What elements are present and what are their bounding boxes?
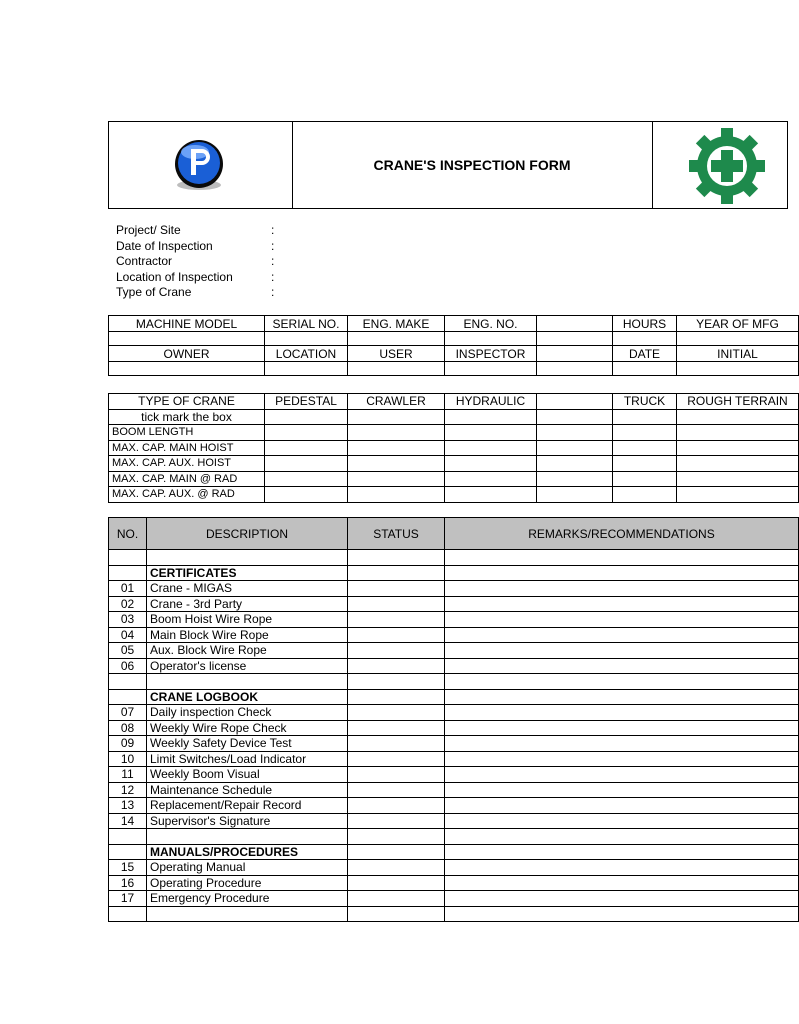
no-cell <box>109 565 147 581</box>
status-cell[interactable] <box>348 720 445 736</box>
status-cell[interactable] <box>348 829 445 845</box>
remarks-cell[interactable] <box>445 705 799 721</box>
remarks-cell[interactable] <box>445 875 799 891</box>
machine-table <box>108 315 799 376</box>
table-row <box>109 705 799 721</box>
item-description: Daily inspection Check <box>147 705 348 721</box>
inspector-value[interactable] <box>445 362 537 376</box>
item-description: Weekly Safety Device Test <box>147 736 348 752</box>
no-column-header: NO. <box>109 518 147 550</box>
location-header: LOCATION <box>265 346 348 362</box>
section-title: MANUALS/PROCEDURES <box>147 844 348 860</box>
table-row <box>109 643 799 659</box>
item-number: 13 <box>109 798 147 814</box>
no-cell <box>109 829 147 845</box>
item-description: Supervisor's Signature <box>147 813 348 829</box>
p-logo-icon <box>169 136 229 196</box>
description-column-header: DESCRIPTION <box>147 518 348 550</box>
item-description: Operating Procedure <box>147 875 348 891</box>
date-header: DATE <box>613 346 677 362</box>
status-cell[interactable] <box>348 875 445 891</box>
blank-header <box>537 346 613 362</box>
description-cell <box>147 550 348 566</box>
item-description: Limit Switches/Load Indicator <box>147 751 348 767</box>
remarks-cell[interactable] <box>445 798 799 814</box>
machine-model-value[interactable] <box>109 332 265 346</box>
no-cell <box>109 906 147 922</box>
item-description: Weekly Wire Rope Check <box>147 720 348 736</box>
description-cell <box>147 674 348 690</box>
remarks-cell[interactable] <box>445 581 799 597</box>
item-description: Main Block Wire Rope <box>147 627 348 643</box>
remarks-cell[interactable] <box>445 643 799 659</box>
table-row <box>109 612 799 628</box>
item-number: 14 <box>109 813 147 829</box>
cell[interactable] <box>537 456 613 472</box>
max-cap-main-hoist-label: MAX. CAP. MAIN HOIST <box>109 440 265 456</box>
cell[interactable] <box>348 456 445 472</box>
table-row <box>109 627 799 643</box>
status-cell[interactable] <box>348 643 445 659</box>
item-number: 08 <box>109 720 147 736</box>
table-row <box>109 813 799 829</box>
status-cell[interactable] <box>348 891 445 907</box>
status-cell[interactable] <box>348 751 445 767</box>
item-description: Operating Manual <box>147 860 348 876</box>
item-number: 03 <box>109 612 147 628</box>
table-row <box>109 581 799 597</box>
owner-value[interactable] <box>109 362 265 376</box>
cell[interactable] <box>445 456 537 472</box>
remarks-column-header: REMARKS/RECOMMENDATIONS <box>445 518 799 550</box>
remarks-cell[interactable] <box>445 751 799 767</box>
status-cell[interactable] <box>348 581 445 597</box>
cell[interactable] <box>677 471 799 487</box>
table-row <box>109 875 799 891</box>
item-number: 17 <box>109 891 147 907</box>
status-column-header: STATUS <box>348 518 445 550</box>
remarks-cell[interactable] <box>445 860 799 876</box>
no-cell <box>109 550 147 566</box>
serial-no-value[interactable] <box>265 332 348 346</box>
blank-header <box>537 394 613 410</box>
remarks-cell[interactable] <box>445 658 799 674</box>
logo-cell <box>109 122 293 208</box>
crawler-header: CRAWLER <box>348 394 445 410</box>
rough-terrain-tick[interactable] <box>677 409 799 425</box>
eng-no-value[interactable] <box>445 332 537 346</box>
item-number: 15 <box>109 860 147 876</box>
item-number: 12 <box>109 782 147 798</box>
boom-length-label: BOOM LENGTH <box>109 425 265 441</box>
description-cell <box>147 829 348 845</box>
cell[interactable] <box>677 425 799 441</box>
table-row <box>109 736 799 752</box>
remarks-cell[interactable] <box>445 813 799 829</box>
remarks-cell[interactable] <box>445 612 799 628</box>
item-number: 04 <box>109 627 147 643</box>
status-cell[interactable] <box>348 689 445 705</box>
no-cell <box>109 844 147 860</box>
status-cell[interactable] <box>348 658 445 674</box>
cell[interactable] <box>265 487 348 503</box>
initial-header: INITIAL <box>677 346 799 362</box>
blank-value[interactable] <box>537 332 613 346</box>
form-header <box>108 121 788 209</box>
table-row <box>109 658 799 674</box>
table-row <box>109 767 799 783</box>
blank-value[interactable] <box>537 362 613 376</box>
cell[interactable] <box>265 471 348 487</box>
section-title: CRANE LOGBOOK <box>147 689 348 705</box>
hydraulic-header: HYDRAULIC <box>445 394 537 410</box>
status-cell[interactable] <box>348 736 445 752</box>
pedestal-tick[interactable] <box>265 409 348 425</box>
crawler-tick[interactable] <box>348 409 445 425</box>
table-row <box>109 798 799 814</box>
remarks-cell[interactable] <box>445 627 799 643</box>
inspector-header: INSPECTOR <box>445 346 537 362</box>
form-title: CRANE'S INSPECTION FORM <box>292 122 653 208</box>
item-number: 10 <box>109 751 147 767</box>
no-cell <box>109 689 147 705</box>
year-of-mfg-header: YEAR OF MFG <box>677 316 799 332</box>
cell[interactable] <box>537 487 613 503</box>
owner-header: OWNER <box>109 346 265 362</box>
item-description: Emergency Procedure <box>147 891 348 907</box>
user-value[interactable] <box>348 362 445 376</box>
cell[interactable] <box>348 487 445 503</box>
no-cell <box>109 674 147 690</box>
status-cell[interactable] <box>348 596 445 612</box>
table-row <box>109 860 799 876</box>
remarks-cell[interactable] <box>445 565 799 581</box>
cell[interactable] <box>613 456 677 472</box>
info-colon: : <box>271 269 275 284</box>
info-colon: : <box>271 223 275 237</box>
table-row <box>109 906 799 922</box>
status-cell[interactable] <box>348 844 445 860</box>
status-cell[interactable] <box>348 627 445 643</box>
item-number: 02 <box>109 596 147 612</box>
cell[interactable] <box>445 471 537 487</box>
eng-make-header: ENG. MAKE <box>348 316 445 332</box>
location-value[interactable] <box>265 362 348 376</box>
cell[interactable] <box>613 440 677 456</box>
table-row <box>109 596 799 612</box>
table-row <box>109 782 799 798</box>
cell[interactable] <box>677 440 799 456</box>
item-number: 05 <box>109 643 147 659</box>
hours-value[interactable] <box>613 332 677 346</box>
status-cell[interactable] <box>348 565 445 581</box>
year-of-mfg-value[interactable] <box>677 332 799 346</box>
table-row <box>109 550 799 566</box>
item-number: 16 <box>109 875 147 891</box>
crane-type-table <box>108 393 799 503</box>
description-cell <box>147 906 348 922</box>
item-description: Crane - 3rd Party <box>147 596 348 612</box>
status-cell[interactable] <box>348 705 445 721</box>
info-colon: : <box>271 254 275 269</box>
table-row <box>109 829 799 845</box>
item-description: Crane - MIGAS <box>147 581 348 597</box>
status-cell[interactable] <box>348 674 445 690</box>
remarks-cell[interactable] <box>445 782 799 798</box>
table-row <box>109 891 799 907</box>
eng-make-value[interactable] <box>348 332 445 346</box>
tick-mark-label: tick mark the box <box>109 409 265 425</box>
remarks-cell[interactable] <box>445 674 799 690</box>
item-description: Replacement/Repair Record <box>147 798 348 814</box>
cell[interactable] <box>677 456 799 472</box>
info-colon: : <box>271 285 275 300</box>
cell[interactable] <box>445 487 537 503</box>
info-label: Type of Crane <box>116 285 192 300</box>
section-title: CERTIFICATES <box>147 565 348 581</box>
item-description: Operator's license <box>147 658 348 674</box>
blank-header <box>537 316 613 332</box>
cell[interactable] <box>348 471 445 487</box>
status-cell[interactable] <box>348 860 445 876</box>
remarks-cell[interactable] <box>445 906 799 922</box>
info-label: Date of Inspection <box>116 238 213 253</box>
status-cell[interactable] <box>348 798 445 814</box>
remarks-cell[interactable] <box>445 689 799 705</box>
status-cell[interactable] <box>348 612 445 628</box>
max-cap-aux-hoist-label: MAX. CAP. AUX. HOIST <box>109 456 265 472</box>
info-label: Location of Inspection <box>116 269 233 284</box>
remarks-cell[interactable] <box>445 596 799 612</box>
cell[interactable] <box>265 440 348 456</box>
inspection-checklist-table <box>108 517 799 922</box>
item-number: 07 <box>109 705 147 721</box>
table-row <box>109 751 799 767</box>
initial-value[interactable] <box>677 362 799 376</box>
info-colon: : <box>271 238 275 253</box>
hydraulic-tick[interactable] <box>445 409 537 425</box>
cell[interactable] <box>348 425 445 441</box>
item-number: 01 <box>109 581 147 597</box>
remarks-cell[interactable] <box>445 829 799 845</box>
table-row <box>109 565 799 581</box>
item-description: Boom Hoist Wire Rope <box>147 612 348 628</box>
cell[interactable] <box>445 440 537 456</box>
safety-gear-cross-icon <box>685 124 769 208</box>
truck-tick[interactable] <box>613 409 677 425</box>
cell[interactable] <box>613 425 677 441</box>
remarks-cell[interactable] <box>445 767 799 783</box>
table-row <box>109 720 799 736</box>
status-cell[interactable] <box>348 906 445 922</box>
eng-no-header: ENG. NO. <box>445 316 537 332</box>
item-number: 06 <box>109 658 147 674</box>
item-number: 11 <box>109 767 147 783</box>
table-row <box>109 674 799 690</box>
cell[interactable] <box>265 456 348 472</box>
cell[interactable] <box>613 471 677 487</box>
status-cell[interactable] <box>348 550 445 566</box>
info-label: Contractor <box>116 254 173 269</box>
remarks-cell[interactable] <box>445 550 799 566</box>
user-header: USER <box>348 346 445 362</box>
serial-no-header: SERIAL NO. <box>265 316 348 332</box>
remarks-cell[interactable] <box>445 736 799 752</box>
info-label: Project/ Site <box>116 223 181 237</box>
cell[interactable] <box>445 425 537 441</box>
cell[interactable] <box>348 440 445 456</box>
max-cap-main-rad-label: MAX. CAP. MAIN @ RAD <box>109 471 265 487</box>
checklist-body <box>109 550 799 922</box>
item-number: 09 <box>109 736 147 752</box>
remarks-cell[interactable] <box>445 844 799 860</box>
status-cell[interactable] <box>348 782 445 798</box>
rough-terrain-header: ROUGH TERRAIN <box>677 394 799 410</box>
hours-header: HOURS <box>613 316 677 332</box>
table-row <box>109 844 799 860</box>
status-cell[interactable] <box>348 767 445 783</box>
item-description: Aux. Block Wire Rope <box>147 643 348 659</box>
blank-tick[interactable] <box>537 409 613 425</box>
truck-header: TRUCK <box>613 394 677 410</box>
item-description: Weekly Boom Visual <box>147 767 348 783</box>
cell[interactable] <box>613 487 677 503</box>
cell[interactable] <box>537 425 613 441</box>
status-cell[interactable] <box>348 813 445 829</box>
date-value[interactable] <box>613 362 677 376</box>
table-row <box>109 689 799 705</box>
item-description: Maintenance Schedule <box>147 782 348 798</box>
cell[interactable] <box>537 440 613 456</box>
remarks-cell[interactable] <box>445 720 799 736</box>
cell[interactable] <box>677 487 799 503</box>
type-of-crane-header: TYPE OF CRANE <box>109 394 265 410</box>
remarks-cell[interactable] <box>445 891 799 907</box>
machine-model-header: MACHINE MODEL <box>109 316 265 332</box>
cell[interactable] <box>265 425 348 441</box>
pedestal-header: PEDESTAL <box>265 394 348 410</box>
cell[interactable] <box>537 471 613 487</box>
max-cap-aux-rad-label: MAX. CAP. AUX. @ RAD <box>109 487 265 503</box>
